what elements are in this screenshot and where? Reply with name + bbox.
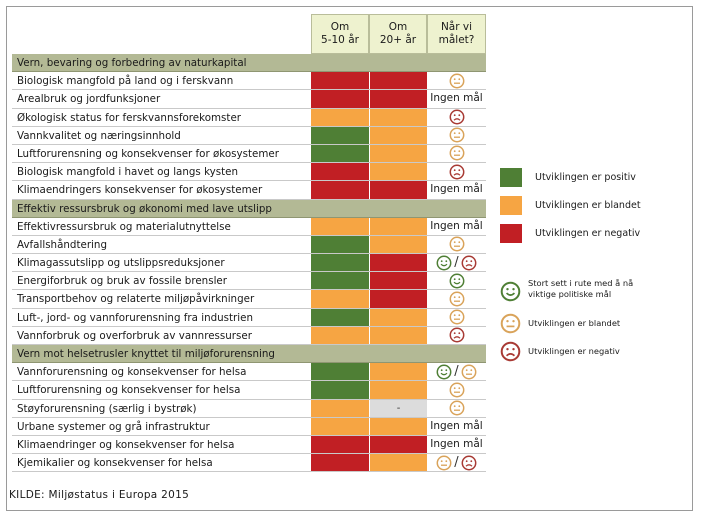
legend-sad-face-icon bbox=[500, 341, 521, 362]
trend-20-plus-years-cell: - bbox=[369, 400, 427, 417]
indicator-label: Vannkvalitet og næringsinnhold bbox=[17, 129, 181, 142]
table-row bbox=[12, 400, 486, 418]
table-row bbox=[12, 254, 486, 272]
neutral-face-icon bbox=[449, 236, 465, 252]
trend-5-10-years-cell bbox=[311, 363, 369, 380]
legend-swatch-orange bbox=[500, 196, 522, 215]
table-row bbox=[12, 145, 486, 163]
trend-5-10-years-cell bbox=[311, 418, 369, 435]
trend-20-plus-years-cell bbox=[369, 72, 427, 89]
trend-5-10-years-cell bbox=[311, 272, 369, 289]
section-header bbox=[12, 345, 486, 363]
indicator-label: Transportbehov og relaterte miljøpåvirkninger bbox=[17, 293, 255, 306]
table-row bbox=[12, 218, 486, 236]
goal-status-cell bbox=[427, 254, 486, 271]
slash-separator: / bbox=[454, 364, 459, 380]
table-row bbox=[12, 418, 486, 436]
indicator-label: Støyforurensning (særlig i bystrøk) bbox=[17, 402, 197, 415]
trend-5-10-years-cell bbox=[311, 254, 369, 271]
goal-status-cell bbox=[427, 109, 486, 126]
legend-happy-face-icon bbox=[500, 281, 521, 302]
indicator-label: Klimaendringers konsekvenser for økosystemer bbox=[17, 184, 263, 197]
section-title: Effektiv ressursbruk og økonomi med lave utslipp bbox=[17, 202, 272, 215]
trend-5-10-years-cell bbox=[311, 381, 369, 398]
trend-20-plus-years-cell bbox=[369, 218, 427, 235]
header-5-10-years: Om 5-10 år bbox=[311, 14, 369, 54]
legend-label-on-track: Stort sett i rute med å nå viktige politiske mål bbox=[528, 278, 634, 299]
sad-face-icon bbox=[449, 327, 465, 343]
table-row bbox=[12, 309, 486, 327]
table-row bbox=[12, 436, 486, 454]
trend-20-plus-years-cell bbox=[369, 236, 427, 253]
table-row bbox=[12, 381, 486, 399]
trend-5-10-years-cell bbox=[311, 72, 369, 89]
legend-label-face-mixed: Utviklingen er blandet bbox=[528, 318, 621, 328]
trend-5-10-years-cell bbox=[311, 90, 369, 107]
table-row bbox=[12, 181, 486, 199]
legend-swatch-red bbox=[500, 224, 522, 243]
legend-label-positive: Utviklingen er positiv bbox=[535, 172, 636, 183]
trend-20-plus-years-cell bbox=[369, 381, 427, 398]
indicator-label: Urbane systemer og grå infrastruktur bbox=[17, 420, 210, 433]
neutral-face-icon bbox=[461, 364, 477, 380]
table-row bbox=[12, 90, 486, 108]
neutral-face-icon bbox=[449, 291, 465, 307]
table-row bbox=[12, 236, 486, 254]
indicator-label: Biologisk mangfold på land og i ferskvann bbox=[17, 75, 234, 88]
table-row bbox=[12, 72, 486, 90]
trend-5-10-years-cell bbox=[311, 236, 369, 253]
table-row bbox=[12, 290, 486, 308]
trend-20-plus-years-cell bbox=[369, 145, 427, 162]
goal-status-cell bbox=[427, 363, 486, 380]
legend-label-face-negative: Utviklingen er negativ bbox=[528, 346, 620, 356]
goal-status-cell bbox=[427, 236, 486, 253]
trend-5-10-years-cell bbox=[311, 454, 369, 471]
trend-20-plus-years-cell bbox=[369, 163, 427, 180]
trend-5-10-years-cell bbox=[311, 218, 369, 235]
trend-5-10-years-cell bbox=[311, 327, 369, 344]
table-row bbox=[12, 272, 486, 290]
trend-20-plus-years-cell bbox=[369, 309, 427, 326]
trend-5-10-years-cell bbox=[311, 400, 369, 417]
legend-label-mixed: Utviklingen er blandet bbox=[535, 200, 641, 211]
table-row bbox=[12, 327, 486, 345]
legend-neutral-face-icon bbox=[500, 313, 521, 334]
indicator-label: Luft-, jord- og vannforurensning fra industrien bbox=[17, 311, 254, 324]
indicator-label: Energiforbruk og bruk av fossile brensler bbox=[17, 275, 228, 288]
indicator-label: Vannforbruk og overforbruk av vannressurser bbox=[17, 329, 252, 342]
neutral-face-icon bbox=[449, 382, 465, 398]
sad-face-icon bbox=[461, 255, 477, 271]
sad-face-icon bbox=[461, 455, 477, 471]
indicator-label: Vannforurensning og konsekvenser for helsa bbox=[17, 366, 247, 379]
sad-face-icon bbox=[449, 164, 465, 180]
goal-status-cell: Ingen mål bbox=[430, 419, 483, 432]
legend bbox=[500, 0, 690, 517]
indicator-label: Økologisk status for ferskvannsforekomster bbox=[17, 111, 242, 124]
header-goal-reached: Når vi målet? bbox=[427, 14, 486, 54]
trend-5-10-years-cell bbox=[311, 163, 369, 180]
goal-status-cell bbox=[427, 327, 486, 344]
indicator-label: Avfallshåndtering bbox=[17, 238, 107, 251]
legend-label-negative: Utviklingen er negativ bbox=[535, 228, 641, 239]
trend-5-10-years-cell bbox=[311, 309, 369, 326]
trend-20-plus-years-cell bbox=[369, 327, 427, 344]
trend-20-plus-years-cell bbox=[369, 127, 427, 144]
neutral-face-icon bbox=[449, 309, 465, 325]
goal-status-cell: Ingen mål bbox=[430, 437, 483, 450]
indicator-label: Effektivressursbruk og materialutnyttelse bbox=[17, 220, 231, 233]
goal-status-cell bbox=[427, 400, 486, 417]
indicator-label: Arealbruk og jordfunksjoner bbox=[17, 93, 161, 106]
section-header bbox=[12, 200, 486, 218]
neutral-face-icon bbox=[449, 145, 465, 161]
indicator-label: Luftforurensning og konsekvenser for helsa bbox=[17, 384, 241, 397]
table-row bbox=[12, 127, 486, 145]
goal-status-cell: Ingen mål bbox=[430, 92, 483, 105]
goal-status-cell: Ingen mål bbox=[430, 183, 483, 196]
section-title: Vern, bevaring og forbedring av naturkapital bbox=[17, 57, 247, 69]
trend-20-plus-years-cell bbox=[369, 436, 427, 453]
legend-swatch-green bbox=[500, 168, 522, 187]
goal-status-cell bbox=[427, 381, 486, 398]
trend-20-plus-years-cell bbox=[369, 454, 427, 471]
slash-separator: / bbox=[454, 455, 459, 471]
table-row bbox=[12, 109, 486, 127]
goal-status-cell bbox=[427, 145, 486, 162]
indicator-label: Luftforurensning og konsekvenser for økosystemer bbox=[17, 147, 279, 160]
neutral-face-icon bbox=[449, 73, 465, 89]
happy-face-icon bbox=[436, 255, 452, 271]
goal-status-cell bbox=[427, 454, 486, 471]
trend-5-10-years-cell bbox=[311, 436, 369, 453]
trend-20-plus-years-cell bbox=[369, 181, 427, 198]
table-body bbox=[12, 54, 486, 472]
section-title: Vern mot helsetrusler knyttet til miljøforurensning bbox=[17, 348, 275, 360]
goal-status-cell bbox=[427, 309, 486, 326]
goal-status-cell bbox=[427, 290, 486, 307]
trend-5-10-years-cell bbox=[311, 290, 369, 307]
trend-5-10-years-cell bbox=[311, 181, 369, 198]
trend-20-plus-years-cell bbox=[369, 363, 427, 380]
trend-20-plus-years-cell bbox=[369, 418, 427, 435]
neutral-face-icon bbox=[449, 127, 465, 143]
happy-face-icon bbox=[449, 273, 465, 289]
happy-face-icon bbox=[436, 364, 452, 380]
trend-5-10-years-cell bbox=[311, 127, 369, 144]
sad-face-icon bbox=[449, 109, 465, 125]
status-table bbox=[12, 14, 486, 472]
trend-20-plus-years-cell bbox=[369, 290, 427, 307]
neutral-face-icon bbox=[436, 455, 452, 471]
table-header bbox=[12, 14, 486, 54]
trend-5-10-years-cell bbox=[311, 109, 369, 126]
slash-separator: / bbox=[454, 255, 459, 271]
goal-status-cell bbox=[427, 127, 486, 144]
goal-status-cell: Ingen mål bbox=[430, 219, 483, 232]
trend-5-10-years-cell bbox=[311, 145, 369, 162]
indicator-label: Kjemikalier og konsekvenser for helsa bbox=[17, 457, 213, 470]
indicator-label: Biologisk mangfold i havet og langs kysten bbox=[17, 166, 239, 179]
table-row bbox=[12, 454, 486, 472]
indicator-label: Klimaendringer og konsekvenser for helsa bbox=[17, 438, 235, 451]
source-note: KILDE: Miljøstatus i Europa 2015 bbox=[9, 489, 190, 501]
table-row bbox=[12, 363, 486, 381]
neutral-face-icon bbox=[449, 400, 465, 416]
table-row bbox=[12, 163, 486, 181]
section-header bbox=[12, 54, 486, 72]
goal-status-cell bbox=[427, 72, 486, 89]
goal-status-cell bbox=[427, 163, 486, 180]
header-20-plus-years: Om 20+ år bbox=[369, 14, 427, 54]
goal-status-cell bbox=[427, 272, 486, 289]
trend-20-plus-years-cell bbox=[369, 272, 427, 289]
trend-20-plus-years-cell bbox=[369, 90, 427, 107]
trend-20-plus-years-cell bbox=[369, 109, 427, 126]
indicator-label: Klimagassutslipp og utslippsreduksjoner bbox=[17, 257, 225, 270]
trend-20-plus-years-cell bbox=[369, 254, 427, 271]
